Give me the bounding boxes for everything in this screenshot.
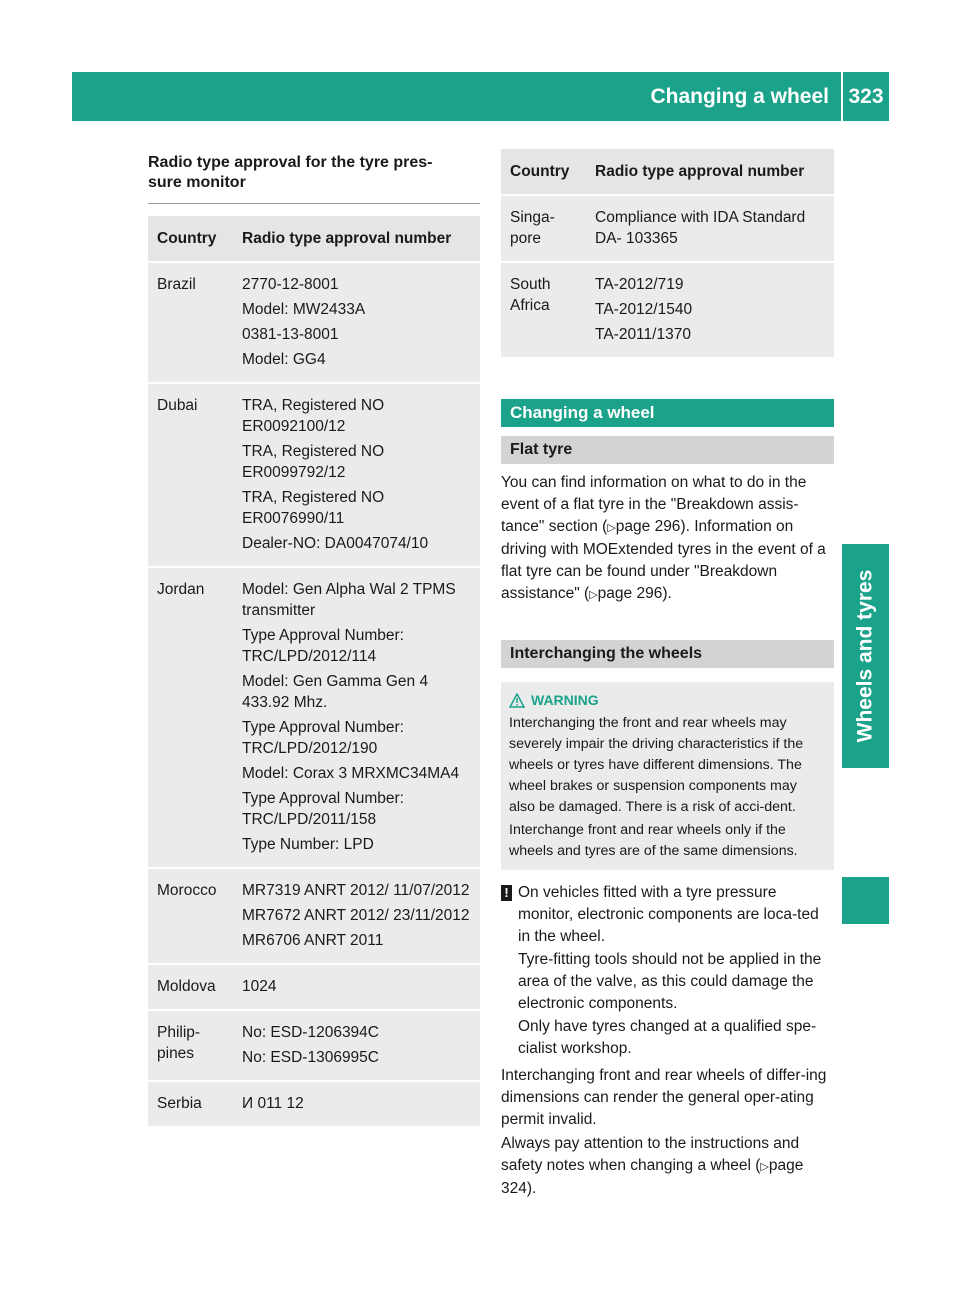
subsection-title-flat-tyre: Flat tyre <box>501 436 834 464</box>
warning-header <box>509 690 826 711</box>
section-title-changing-wheel: Changing a wheel <box>501 399 834 427</box>
approval-number-cell <box>233 1011 480 1082</box>
approval-line: Type Approval Number: TRC/LPD/2012/114 <box>242 627 404 665</box>
left-column <box>148 153 480 1128</box>
flat-tyre-text: ). Information on driving with MOExtended tyres in the event of a flat tyre can be found under "Breakdown assistance" ( <box>501 518 826 602</box>
column-header-approval: Radio type approval number <box>586 149 834 196</box>
flat-tyre-paragraph <box>501 472 834 606</box>
flat-tyre-text: You can find information on what to do in the event of a flat tyre in the "Breakdown assis-tance" section ( <box>501 474 807 535</box>
page-ref-arrow-icon: ▷ <box>760 1161 769 1173</box>
exclamation-icon: ! <box>501 885 512 901</box>
country-cell: Jordan <box>148 568 233 869</box>
table-row <box>501 263 834 359</box>
note-text: Only have tyres changed at a qualified spe-cialist workshop. <box>518 1018 817 1057</box>
approval-line: TA-2012/719 <box>595 276 684 293</box>
country-cell: Singa- pore <box>501 196 586 263</box>
body-text: ). <box>526 1180 537 1197</box>
warning-box <box>501 682 834 870</box>
warning-text: Interchange front and rear wheels only if the wheels and tyres are of the same dimensions. <box>509 822 798 859</box>
approval-line: Model: Gen Gamma Gen 4 433.92 Mhz. <box>242 673 429 711</box>
approval-line: Model: GG4 <box>242 351 326 368</box>
table-row <box>148 965 480 1011</box>
body-paragraph <box>501 1133 834 1200</box>
country-cell: Morocco <box>148 869 233 965</box>
approval-line: MR7672 ANRT 2012/ 23/11/2012 <box>242 907 470 924</box>
approval-line: 1024 <box>242 978 277 995</box>
approval-line: И 011 12 <box>242 1095 304 1112</box>
approval-line: Type Number: LPD <box>242 836 374 853</box>
approval-number-cell <box>233 384 480 568</box>
warning-triangle-icon <box>509 693 525 708</box>
note-content <box>518 882 834 1061</box>
page-ref-arrow-icon: ▷ <box>589 589 598 601</box>
note-text: On vehicles fitted with a tyre pressure monitor, electronic components are loca-ted in the wheel. <box>518 884 819 945</box>
approval-number-cell <box>233 965 480 1011</box>
approval-line: 2770-12-8001 <box>242 276 339 293</box>
column-header-approval: Radio type approval number <box>233 216 480 263</box>
country-cell: Brazil <box>148 263 233 384</box>
country-cell: Dubai <box>148 384 233 568</box>
table-row <box>148 1082 480 1128</box>
table-row <box>148 263 480 384</box>
warning-text: Interchanging the front and rear wheels may severely impair the driving characteristics if the wheels or tyres have different dimensions. The wheel brakes or suspension components may also be damaged. There is a risk of acci-dent. <box>509 715 804 815</box>
country-cell: South Africa <box>501 263 586 359</box>
table-row <box>148 1011 480 1082</box>
flat-tyre-text: ). <box>662 585 672 602</box>
chapter-title: Changing a wheel <box>650 84 829 108</box>
table-row <box>148 869 480 965</box>
page-reference-link[interactable]: page 296 <box>597 585 663 602</box>
approval-line: No: ESD-1306995C <box>242 1049 379 1066</box>
page-reference-link[interactable]: page 324 <box>501 1157 804 1197</box>
page-number: 323 <box>848 84 884 108</box>
side-marker <box>842 877 889 924</box>
approval-line: Model: MW2433A <box>242 301 366 318</box>
note-text: Tyre-fitting tools should not be applied in the area of the valve, as this could damage the electronic components. <box>518 951 822 1012</box>
page-reference-link[interactable]: page 296 <box>615 518 681 535</box>
table-row <box>501 196 834 263</box>
approval-number-cell <box>233 1082 480 1128</box>
approval-number-cell <box>586 196 834 263</box>
right-column <box>501 149 834 1200</box>
approval-number-cell <box>586 263 834 359</box>
approval-line: Model: Corax 3 MRXMC34MA4 <box>242 765 460 782</box>
approval-line: TRA, Registered NO ER0092100/12 <box>242 397 385 435</box>
approval-number-cell <box>233 869 480 965</box>
approval-table-continued <box>501 149 834 359</box>
approval-line: Model: Gen Alpha Wal 2 TPMS transmitter <box>242 581 456 619</box>
column-header-country: Country <box>501 149 586 196</box>
note-block <box>501 882 834 1061</box>
approval-number-cell <box>233 568 480 869</box>
approval-line: Type Approval Number: TRC/LPD/2012/190 <box>242 719 404 757</box>
approval-line: TA-2011/1370 <box>595 326 691 343</box>
approval-line: Compliance with IDA Standard DA- 103365 <box>595 209 806 247</box>
page-ref-arrow-icon: ▷ <box>607 522 616 534</box>
approval-line: 0381-13-8001 <box>242 326 339 343</box>
approval-line: Dealer-NO: DA0047074/10 <box>242 535 429 552</box>
approval-line: MR6706 ANRT 2011 <box>242 932 384 949</box>
body-text: Always pay attention to the instructions and safety notes when changing a wheel ( <box>501 1135 800 1174</box>
section-heading: Radio type approval for the tyre pres- sure monitor <box>148 153 480 204</box>
approval-line: TRA, Registered NO ER0099792/12 <box>242 443 385 481</box>
body-paragraph: Interchanging front and rear wheels of differ-ing dimensions can render the general oper-ating permit invalid. <box>501 1067 827 1128</box>
side-tab-label: Wheels and tyres <box>853 569 877 743</box>
table-row <box>148 384 480 568</box>
country-cell: Philip- pines <box>148 1011 233 1082</box>
table-row <box>148 568 480 869</box>
approval-line: MR7319 ANRT 2012/ 11/07/2012 <box>242 882 470 899</box>
column-header-country: Country <box>148 216 233 263</box>
approval-line: No: ESD-1206394C <box>242 1024 379 1041</box>
side-chapter-tab <box>842 544 889 768</box>
page-header <box>72 72 889 121</box>
approval-line: TA-2012/1540 <box>595 301 693 318</box>
subsection-title-interchanging: Interchanging the wheels <box>501 640 834 668</box>
approval-line: Type Approval Number: TRC/LPD/2011/158 <box>242 790 404 828</box>
approval-number-cell <box>233 263 480 384</box>
approval-line: TRA, Registered NO ER0076990/11 <box>242 489 385 527</box>
approval-table <box>148 216 480 1128</box>
country-cell: Serbia <box>148 1082 233 1128</box>
country-cell: Moldova <box>148 965 233 1011</box>
warning-label: WARNING <box>531 692 599 708</box>
